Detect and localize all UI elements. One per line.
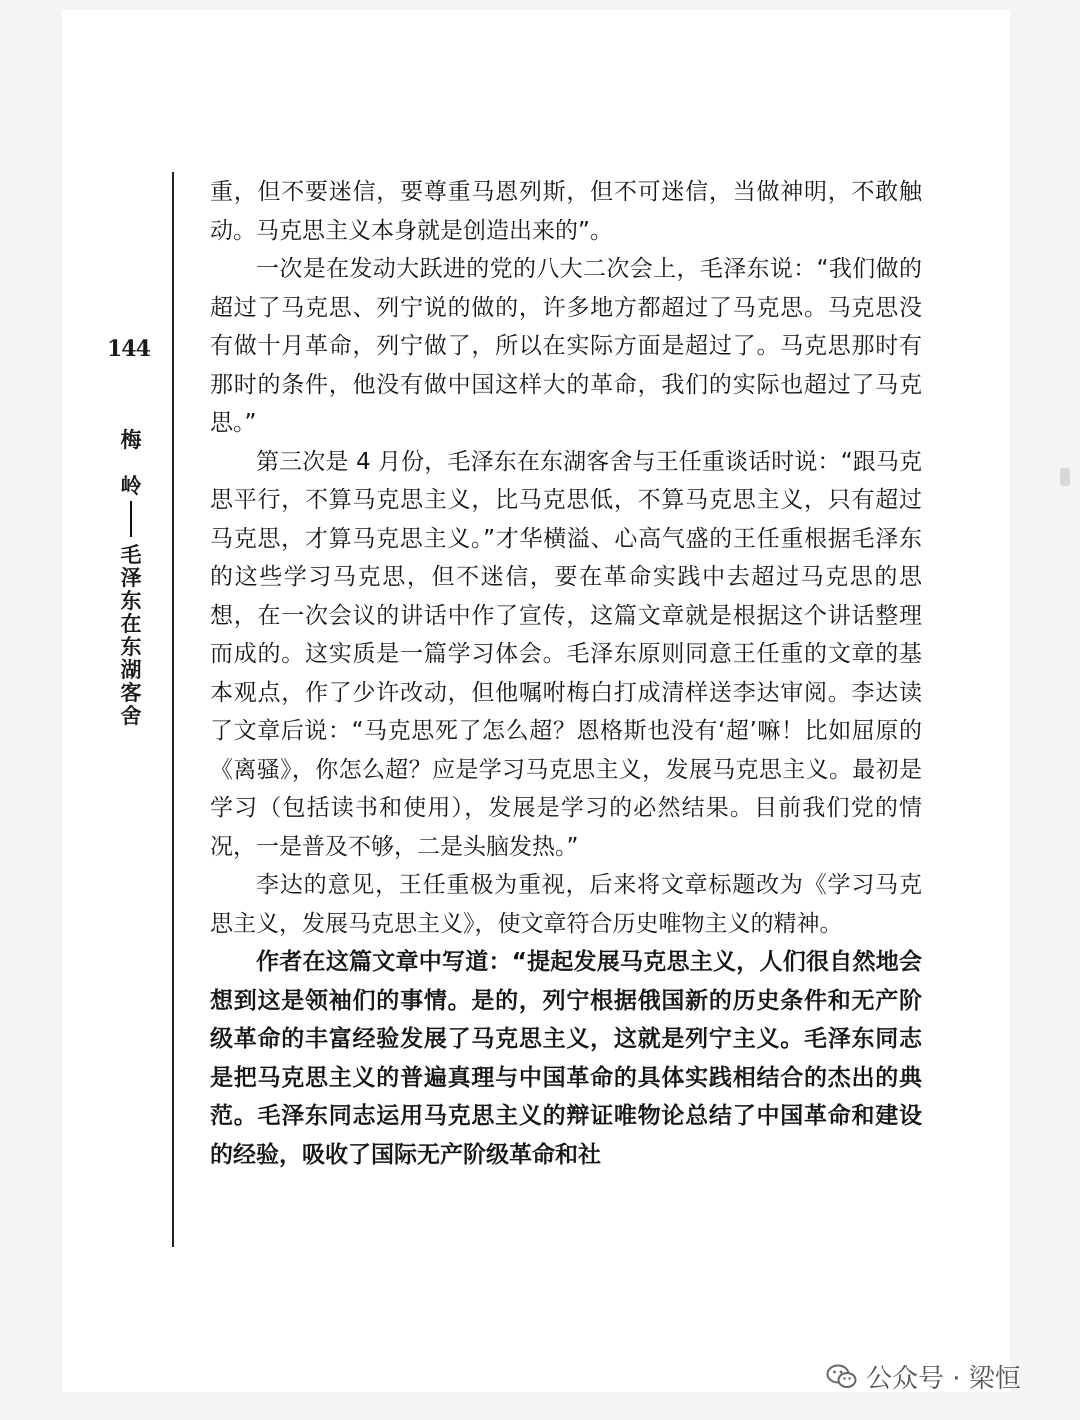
watermark-text: 公众号 · 梁恒 [866,1364,1021,1394]
wechat-icon [826,1363,858,1391]
running-head-title-char: 舍 [120,703,142,728]
running-head-title-char: 湖 [120,657,142,682]
running-head-title-char: 在 [120,611,142,636]
paragraph: 李达的意见，王任重极为重视，后来将文章标题改为《学习马克思主义，发展马克思主义》，使文章符合历史唯物主义的精神。 [210,872,922,937]
running-head-title-char: 客 [120,680,142,705]
running-head-title-char: 东 [120,588,142,613]
running-head-title-char: 东 [120,634,142,659]
body-text [210,173,922,1174]
page-number: 144 [107,336,150,362]
running-head-author-char: 梅 [120,427,142,452]
paragraph-continuation: 重，但不要迷信，要尊重马恩列斯，但不可迷信，当做神明，不敢触动。马克思主义本身就是创造出来的”。 [210,179,922,244]
paragraph: 一次是在发动大跃进的党的八大二次会上，毛泽东说：“我们做的超过了马克思、列宁说的做的，许多地方都超过了马克思。马克思没有做十月革命，列宁做了，所以在实际方面是超过了。马克思那时有那时的条件，他没有做中国这样大的革命，我们的实际也超过了马克思。” [210,256,922,436]
running-head-title [116,543,146,727]
margin-rule [172,172,174,1247]
scan-artifact [1060,468,1070,486]
running-head-title-char: 泽 [120,565,142,590]
running-head [116,428,146,727]
paragraph: 第三次是 4 月份，毛泽东在东湖客舍与王任重谈话时说：“跟马克思平行，不算马克思主义，比马克思低，不算马克思主义，只有超过马克思，才算马克思主义。”才华横溢、心高气盛的王任重根据毛泽东的这些学习马克思，但不迷信，要在革命实践中去超过马克思的思想，在一次会议的讲话中作了宣传，这篇文章就是根据这个讲话整理而成的。这实质是一篇学习体会。毛泽东原则同意王任重的文章的基本观点，作了少许改动，但他嘱咐梅白打成清样送李达审阅。李达读了文章后说：“马克思死了怎么超？恩格斯也没有‘超’嘛！比如屈原的《离骚》，你怎么超？应是学习马克思主义，发展马克思主义。最初是学习（包括读书和使用），发展是学习的必然结果。目前我们党的情况，一是普及不够，二是头脑发热。” [210,448,922,860]
running-head-title-char: 毛 [120,542,142,567]
running-head-dash [130,501,132,537]
paragraph: 作者在这篇文章中写道：“提起发展马克思主义，人们很自然地会想到这是领袖们的事情。是的，列宁根据俄国新的历史条件和无产阶级革命的丰富经验发展了马克思主义，这就是列宁主义。毛泽东同志是把马克思主义的普遍真理与中国革命的具体实践相结合的杰出的典范。毛泽东同志运用马克思主义的辩证唯物论总结了中国革命和建设的经验，吸收了国际无产阶级革命和社 [210,949,922,1168]
running-head-author [116,428,146,497]
running-head-author-char: 岭 [120,473,142,498]
watermark [826,1358,1021,1395]
